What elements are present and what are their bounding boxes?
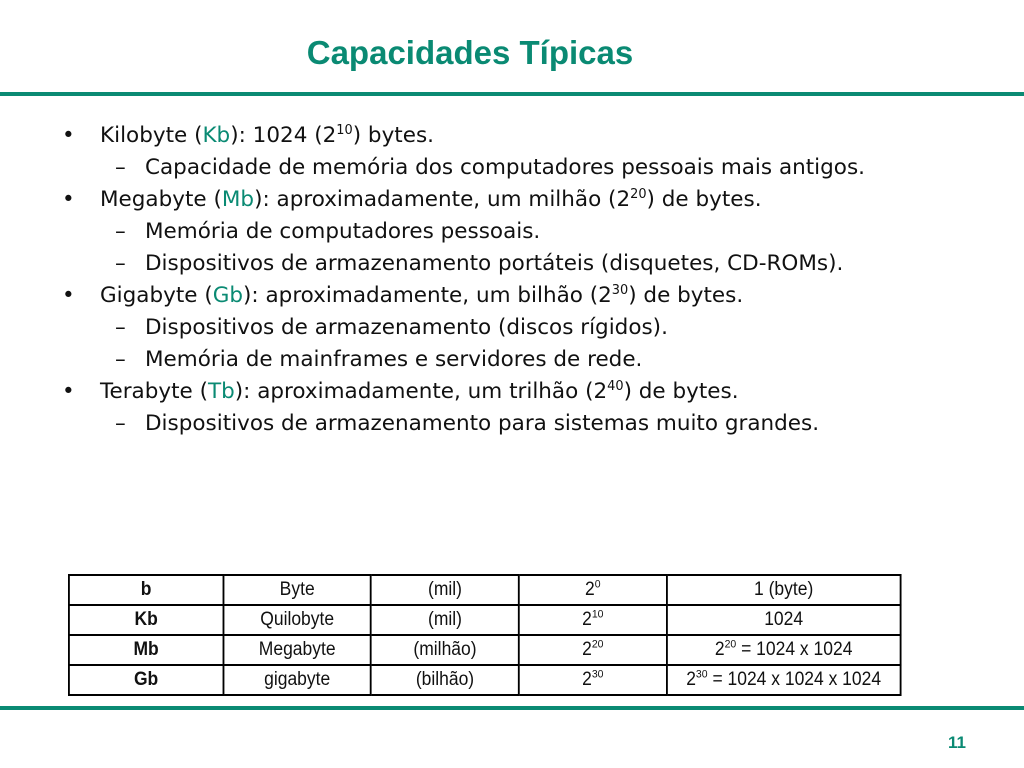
sub-bullet-marker: – <box>115 315 126 340</box>
sub-bullet-text: Dispositivos de armazenamento (discos rígidos). <box>145 315 668 340</box>
name-cell: Byte <box>223 575 371 605</box>
scale-cell: (bilhão) <box>371 665 519 695</box>
power-exponent: 30 <box>591 668 604 681</box>
value-cell <box>667 605 901 635</box>
value-text: 1024 <box>764 609 804 630</box>
sub-bullet-item <box>60 154 940 182</box>
scale-cell: (mil) <box>371 605 519 635</box>
value-text: 1 (byte) <box>754 579 814 600</box>
power-cell <box>519 665 667 695</box>
bullet-text-mid: ): 1024 (2 <box>230 123 337 148</box>
power-base: 2 <box>582 609 592 630</box>
bullet-text-before: Gigabyte ( <box>100 283 213 308</box>
bullet-item <box>60 122 940 150</box>
bullet-text-mid: ): aproximadamente, um bilhão (2 <box>243 283 612 308</box>
value-exponent: 30 <box>695 668 708 681</box>
value-text: = 1024 x 1024 x 1024 <box>707 669 882 690</box>
value-base: 2 <box>686 669 696 690</box>
name-cell: Megabyte <box>223 635 371 665</box>
bullet-text-before: Megabyte ( <box>100 187 222 212</box>
value-cell <box>667 665 901 695</box>
table-row <box>69 605 901 635</box>
bullet-text-after: ) de bytes. <box>646 187 762 212</box>
sub-bullet-text: Memória de computadores pessoais. <box>145 219 541 244</box>
bullet-marker: • <box>62 187 75 212</box>
sub-bullet-marker: – <box>115 219 126 244</box>
power-exponent: 20 <box>591 638 604 651</box>
sub-bullet-item <box>60 250 940 278</box>
exponent: 40 <box>607 378 624 394</box>
value-cell <box>667 635 901 665</box>
table-row <box>69 575 901 605</box>
sub-bullet-text: Dispositivos de armazenamento para sistemas muito grandes. <box>145 411 820 436</box>
value-exponent: 20 <box>724 638 737 651</box>
exponent: 20 <box>630 186 647 202</box>
scale-cell: (milhão) <box>371 635 519 665</box>
bullet-text-before: Kilobyte ( <box>100 123 203 148</box>
bullet-marker: • <box>62 123 75 148</box>
unit-abbreviation: Tb <box>207 379 235 404</box>
unit-cell: Gb <box>69 665 223 695</box>
value-text: = 1024 x 1024 <box>736 639 853 660</box>
page-number: 11 <box>948 733 966 752</box>
sub-bullet-marker: – <box>115 251 126 276</box>
sub-bullet-item <box>60 314 940 342</box>
power-base: 2 <box>582 669 592 690</box>
value-base: 2 <box>714 639 725 660</box>
title-divider <box>0 92 1024 96</box>
power-cell <box>519 605 667 635</box>
capacity-table <box>68 574 902 696</box>
exponent: 10 <box>336 122 353 138</box>
sub-bullet-item <box>60 346 940 374</box>
bullet-text-before: Terabyte ( <box>100 379 208 404</box>
value-cell <box>667 575 901 605</box>
bullet-item <box>60 282 940 310</box>
table-row <box>69 635 901 665</box>
bullet-text-mid: ): aproximadamente, um trilhão (2 <box>234 379 608 404</box>
unit-abbreviation: Gb <box>212 283 244 308</box>
sub-bullet-item <box>60 218 940 246</box>
bullet-text-mid: ): aproximadamente, um milhão (2 <box>254 187 631 212</box>
unit-abbreviation: Kb <box>202 123 231 148</box>
name-cell: Quilobyte <box>223 605 371 635</box>
bullet-marker: • <box>62 283 75 308</box>
sub-bullet-marker: – <box>115 411 126 436</box>
bullet-text-after: ) de bytes. <box>623 379 739 404</box>
power-cell <box>519 575 667 605</box>
sub-bullet-marker: – <box>115 347 126 372</box>
bullet-item <box>60 186 940 214</box>
exponent: 30 <box>611 282 629 298</box>
bullet-marker: • <box>62 379 75 404</box>
name-cell: gigabyte <box>223 665 371 695</box>
bullet-text-after: ) bytes. <box>352 123 434 148</box>
unit-cell: Mb <box>69 635 223 665</box>
power-exponent: 10 <box>591 608 604 621</box>
power-cell <box>519 635 667 665</box>
unit-cell: Kb <box>69 605 223 635</box>
sub-bullet-text: Memória de mainframes e servidores de rede. <box>145 347 643 372</box>
unit-abbreviation: Mb <box>221 187 255 212</box>
sub-bullet-item <box>60 410 940 438</box>
bullet-text-after: ) de bytes. <box>628 283 744 308</box>
sub-bullet-text: Dispositivos de armazenamento portáteis (disquetes, CD-ROMs). <box>145 251 844 276</box>
scale-cell: (mil) <box>371 575 519 605</box>
power-base: 2 <box>582 639 592 660</box>
sub-bullet-text: Capacidade de memória dos computadores pessoais mais antigos. <box>145 155 865 180</box>
power-base: 2 <box>584 579 595 600</box>
table-row <box>69 665 901 695</box>
slide-title: Capacidades Típicas <box>306 34 634 71</box>
bullet-item <box>60 378 940 406</box>
unit-cell: b <box>69 575 223 605</box>
sub-bullet-marker: – <box>115 155 126 180</box>
footer-divider <box>0 706 1024 710</box>
power-exponent: 0 <box>594 578 601 591</box>
bullet-list <box>60 122 940 438</box>
